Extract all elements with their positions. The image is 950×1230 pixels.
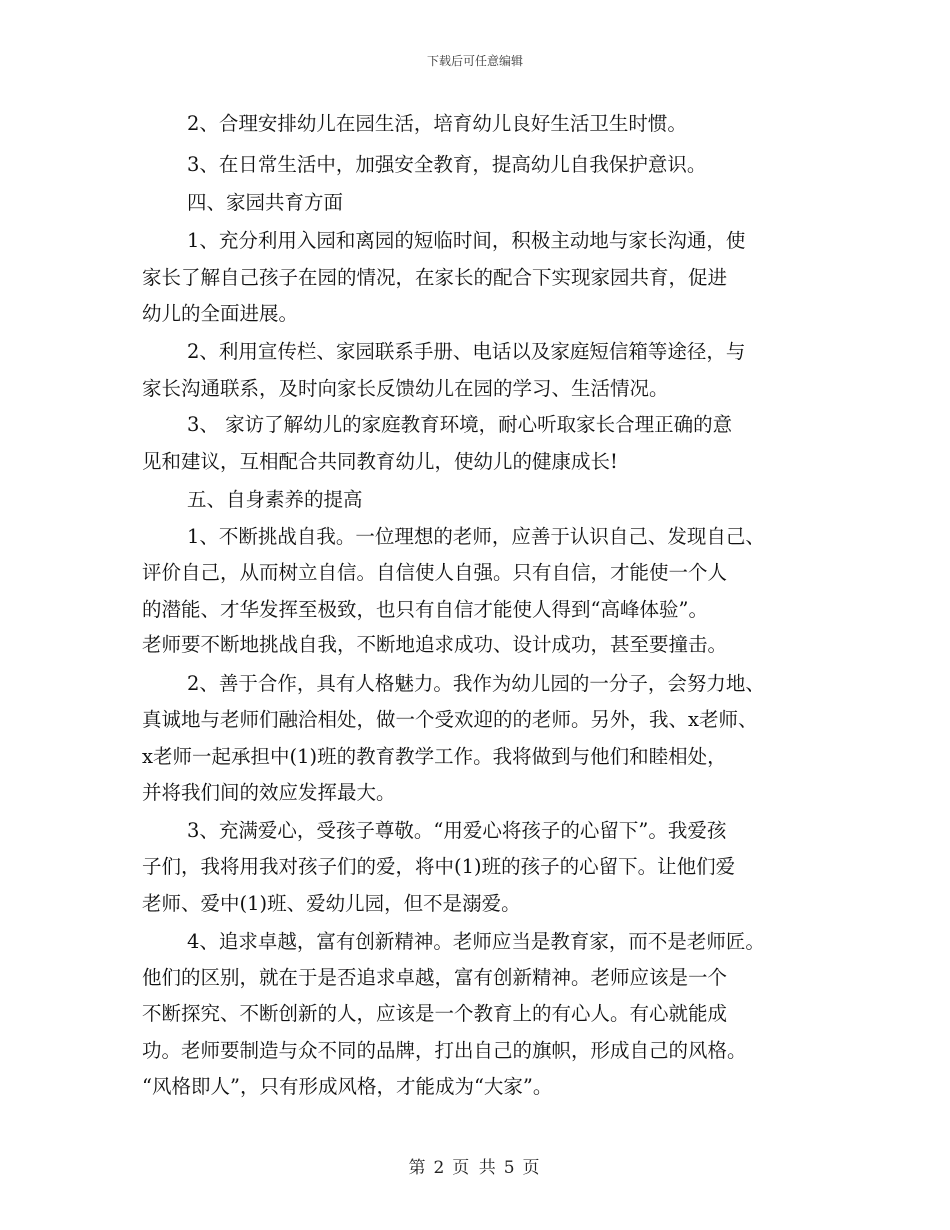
text-line: 幼儿的全面进展。 bbox=[142, 302, 299, 325]
text-line: 功。老师要制造与众不同的品牌，打出自己的旗帜，形成自己的风格。 bbox=[142, 1039, 747, 1062]
text-line: 子们，我将用我对孩子们的爱，将中(1)班的孩子的心留下。让他们爱 bbox=[142, 855, 736, 878]
text-line: 他们的区别，就在于是否追求卓越，富有创新精神。老师应该是一个 bbox=[142, 966, 728, 989]
text-line: 不断探究、不断创新的人，应该是一个教育上的有心人。有心就能成 bbox=[142, 1002, 728, 1025]
page-number-total: 5 bbox=[503, 1158, 517, 1178]
page-number-current: 2 bbox=[433, 1158, 447, 1178]
text-line: 的潜能、才华发挥至极致，也只有自信才能使人得到“高峰体验”。 bbox=[142, 598, 708, 621]
text-line: 3、在日常生活中，加强安全教育，提高幼儿自我保护意识。 bbox=[187, 153, 707, 176]
text-line: 家长了解自己孩子在园的情况，在家长的配合下实现家园共育，促进 bbox=[142, 266, 728, 289]
text-line: 2、善于合作，具有人格魅力。我作为幼儿园的一分子，会努力地、 bbox=[187, 672, 765, 695]
text-line: “风格即人”，只有形成风格，才能成为“大家”。 bbox=[142, 1075, 553, 1098]
page-header-note: 下载后可任意编辑 bbox=[426, 54, 523, 68]
text-line: 老师、爱中(1)班、爱幼儿园，但不是溺爱。 bbox=[142, 892, 521, 915]
text-line: 3、 家访了解幼儿的家庭教育环境，耐心听取家长合理正确的意 bbox=[187, 413, 733, 436]
text-line: 4、追求卓越，富有创新精神。老师应当是教育家，而不是老师匠。 bbox=[187, 930, 765, 953]
page-number bbox=[0, 1153, 950, 1178]
text-line: 家长沟通联系，及时向家长反馈幼儿在园的学习、生活情况。 bbox=[142, 377, 669, 400]
text-line: 评价自己，从而树立自信。自信使人自强。只有自信，才能使一个人 bbox=[142, 561, 728, 584]
page-number-prefix: 第 bbox=[408, 1158, 428, 1178]
section-heading: 四、家园共育方面 bbox=[187, 191, 344, 214]
text-line: 老师要不断地挑战自我，不断地追求成功、设计成功，甚至要撞击。 bbox=[142, 633, 728, 656]
page-number-suffix: 页 bbox=[522, 1158, 542, 1178]
text-line: 1、充分利用入园和离园的短临时间，积极主动地与家长沟通，使 bbox=[187, 229, 746, 252]
section-heading: 五、自身素养的提高 bbox=[187, 488, 363, 511]
text-line: 3、充满爱心，受孩子尊敬。“用爱心将孩子的心留下”。我爱孩 bbox=[187, 819, 727, 842]
text-line: 并将我们间的效应发挥最大。 bbox=[142, 781, 396, 804]
text-line: x老师一起承担中(1)班的教育教学工作。我将做到与他们和睦相处， bbox=[142, 745, 727, 768]
text-line: 真诚地与老师们融洽相处，做一个受欢迎的的老师。另外，我、x老师、 bbox=[142, 708, 758, 731]
text-line: 1、不断挑战自我。一位理想的老师，应善于认识自己、发现自己、 bbox=[187, 525, 765, 548]
text-line: 见和建议，互相配合共同教育幼儿，使幼儿的健康成长! bbox=[142, 450, 618, 473]
text-line: 2、合理安排幼儿在园生活，培育幼儿良好生活卫生时惯。 bbox=[187, 112, 687, 135]
text-line: 2、利用宣传栏、家园联系手册、电话以及家庭短信箱等途径，与 bbox=[187, 340, 746, 363]
page-number-middle: 页 共 bbox=[452, 1158, 498, 1178]
